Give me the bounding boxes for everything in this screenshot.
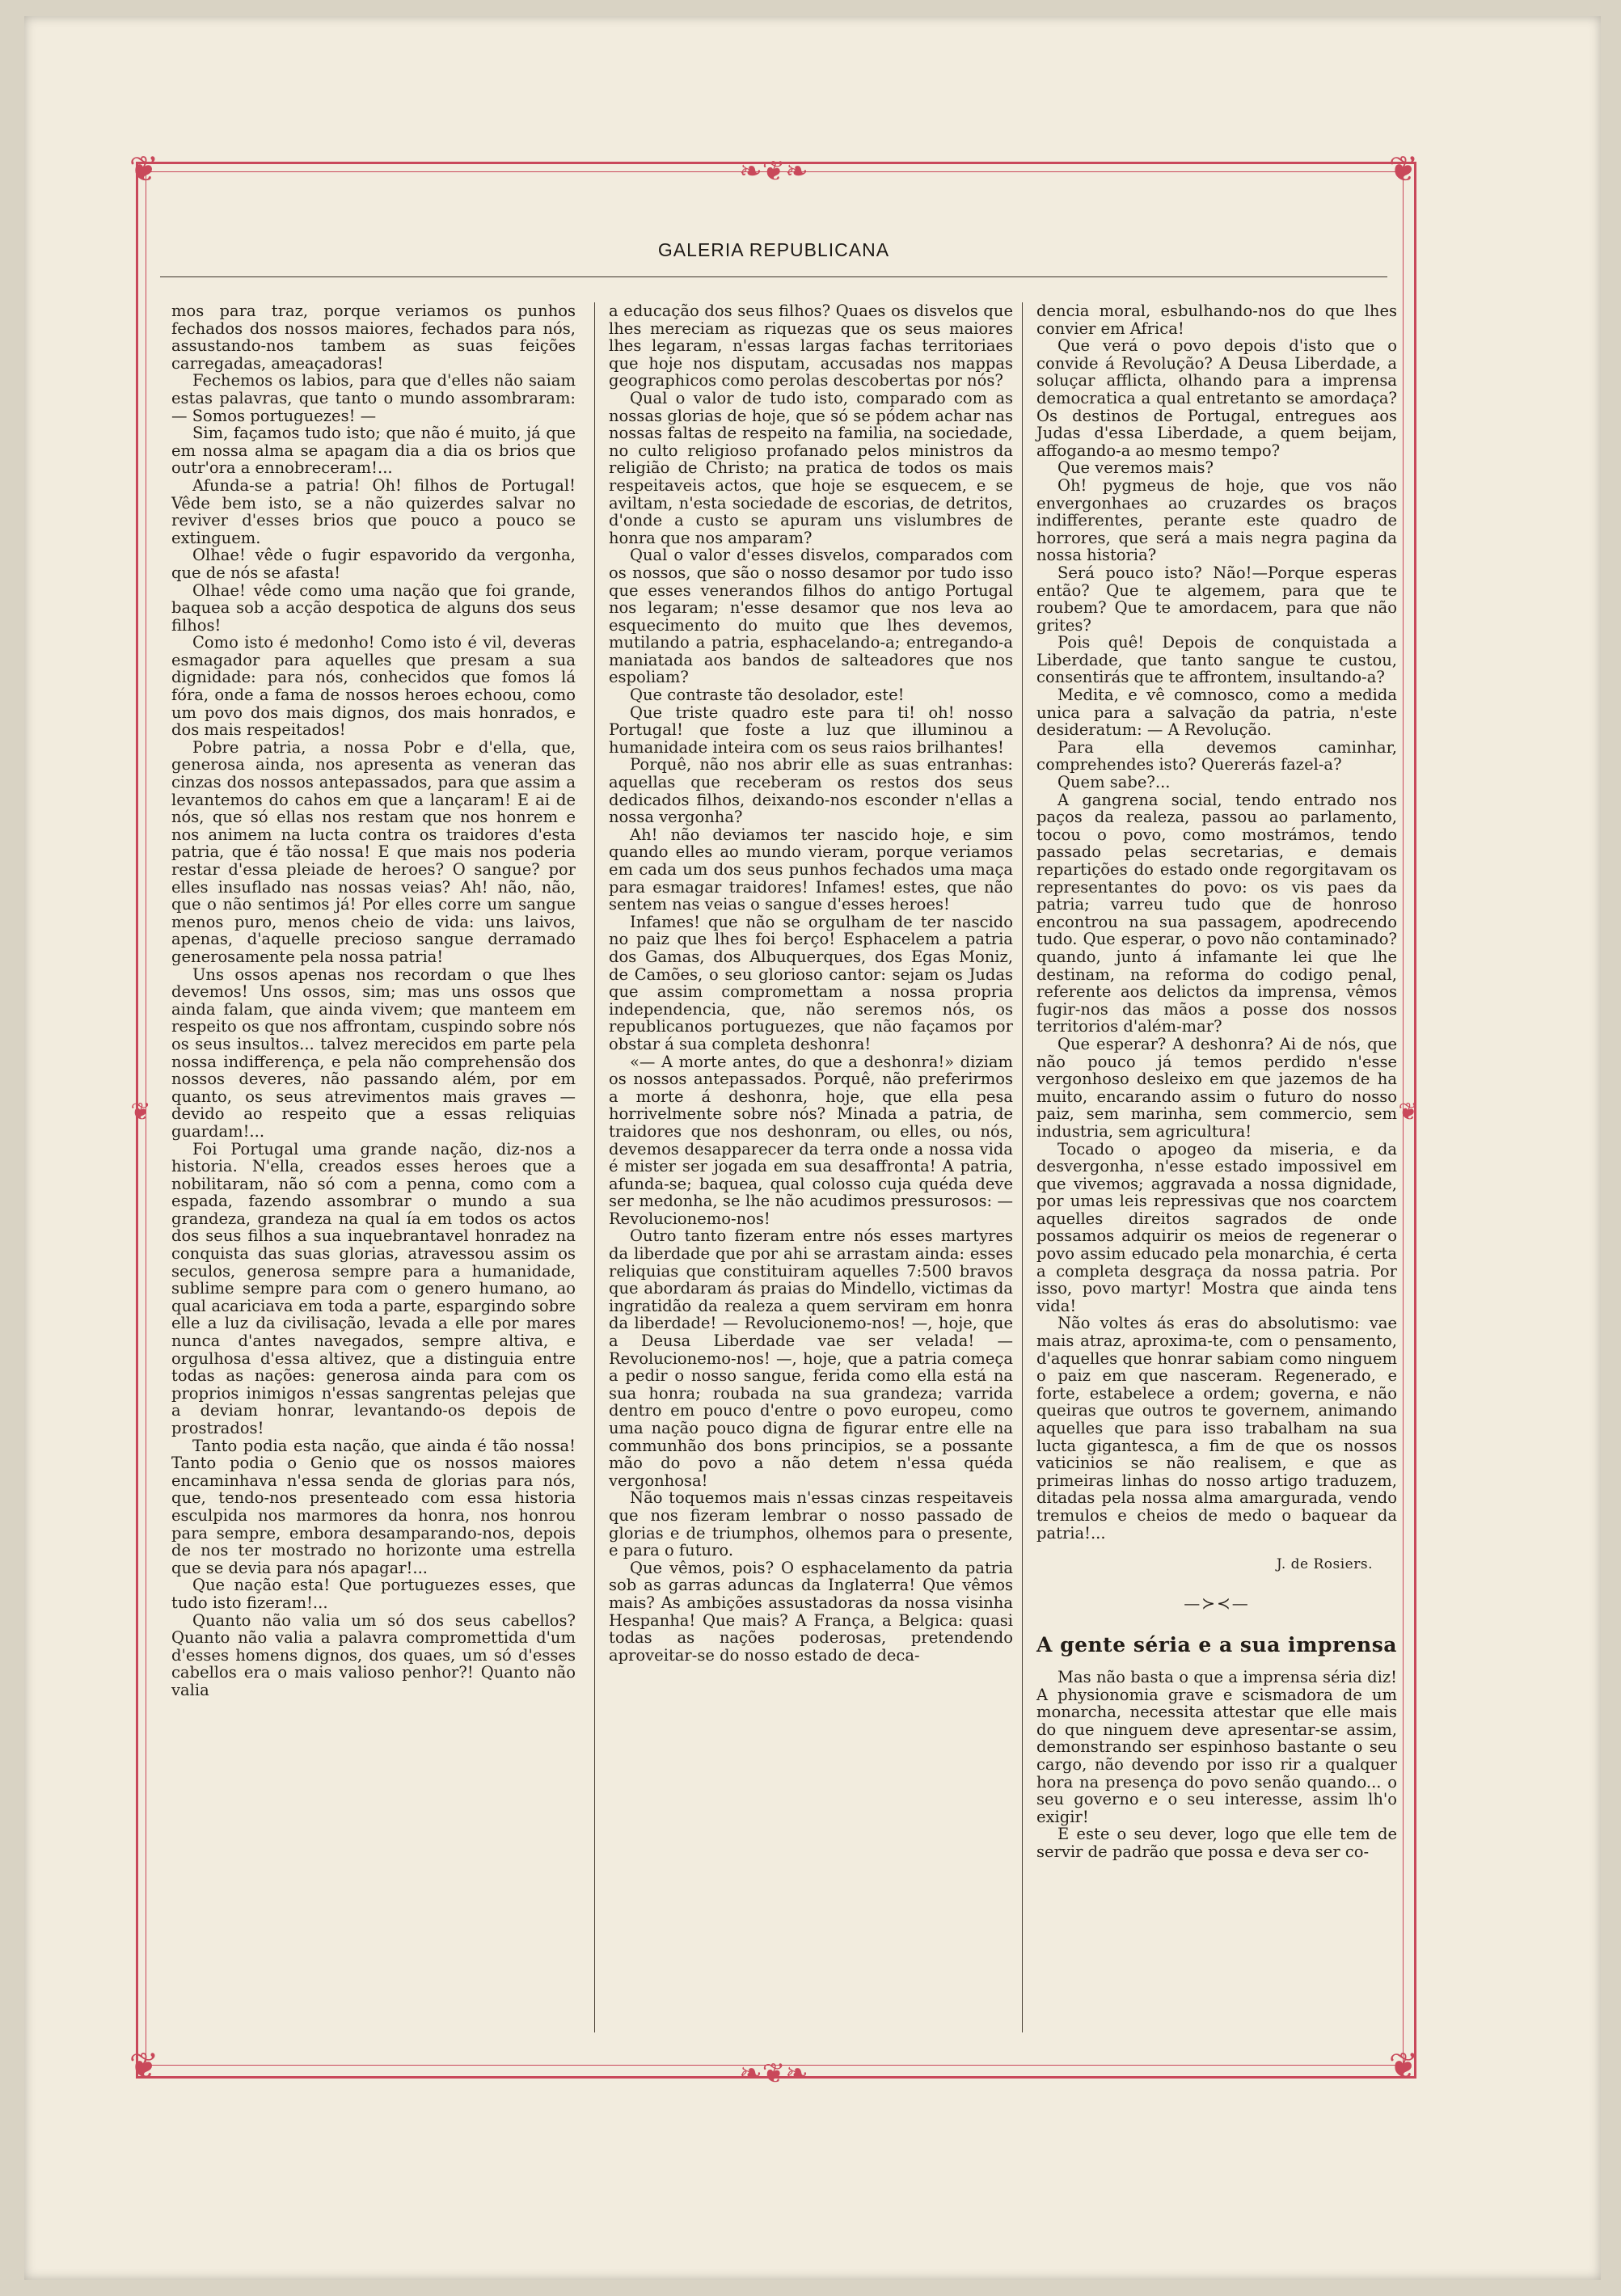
corner-ornament-icon: ❦ bbox=[129, 2045, 159, 2087]
article-signature: J. de Rosiers. bbox=[1276, 1556, 1373, 1573]
top-center-ornament-icon: ❧❦❧ bbox=[739, 155, 808, 188]
paragraph: Que veremos mais? bbox=[1057, 458, 1214, 478]
column-1 bbox=[171, 302, 576, 1699]
column-rule bbox=[594, 302, 595, 2032]
paragraph: Mas não basta o que a imprensa séria diz! A physionomia grave e scismadora de um monarcha, necessita attestar que elle mais do que ninguem deve apresentar-se assim, demonstrando ser espinhoso bastante o seu cargo, não devendo por isso rir a qualquer hora na presença do povo senão quando... o seu governo e o seu interesse, assim lh'o exigir! bbox=[1036, 1667, 1397, 1826]
paragraph: Não voltes ás eras do absolutismo: vae mais atraz, aproxima-te, com o pensamento, d'aquelles que honrar sabiam como ninguem o paiz em que nasceram. Regenerado, e forte, estabelece a ordem; governa, e não queiras que outros te governem, animando aquelles que para isso trabalham na sua lucta gigantesca, a fim de que os nossos vaticinios se não realisem, e que as primeiras linhas do nosso artigo traduzem, ditadas pela nossa alma amargurada, vendo tremulos e cheios de medo o baquear da patria!... bbox=[1036, 1314, 1397, 1543]
section-divider-icon: —≻≺— bbox=[1184, 1593, 1250, 1613]
paragraph: dencia moral, esbulhando-nos do que lhes convier em Africa! bbox=[1036, 302, 1397, 338]
paragraph: Como isto é medonho! Como isto é vil, deveras esmagador para aquelles que presam a sua dignidade: para nós, conhecidos que fomos lá fóra, onde a fama de nossos heroes echoou, como um povo dos mais dignos, dos mais honrados, e dos mais respeitados! bbox=[171, 633, 576, 740]
paragraph: «— A morte antes, do que a deshonra!» diziam os nossos antepassados. Porquê, não preferirmos a morte á deshonra, hoje, que ella pesa horrivelmente sobre nós? Minada a patria, de traidores que nos deshonram, ou elles, ou nós, devemos desapparecer da terra onde a nossa vida é mister ser jogada em sua desaffronta! A patria, afunda-se; baquea, qual colosso cuja quéda deve ser medonha, se lhe não acudimos pressurosos: — Revolucionemo-nos! bbox=[609, 1052, 1013, 1228]
paragraph: Pois quê! Depois de conquistada a Liberdade, que tanto sangue te custou, consentirás que te affrontem, insultando-a? bbox=[1036, 633, 1397, 687]
paragraph: Infames! que não se orgulham de ter nascido no paiz que lhes foi berço! Esphacelem a patria dos Gamas, dos Albuquerques, dos Egas Moniz, de Camões, o seu glorioso cantor: sejam os Judas que assim compromettam a nossa propria independencia, que, não seremos nós, os republicanos portuguezes, que não façamos por obstar á sua completa deshonra! bbox=[609, 912, 1013, 1053]
paragraph: Quanto não valia um só dos seus cabellos? Quanto não valia a palavra compromettida d'um d'esses homens dignos, dos quaes, um só d'esses cabellos era o mais valioso penhor?! Quanto não valia bbox=[171, 1610, 576, 1699]
paragraph: Oh! pygmeus de hoje, que vos não envergonhaes ao cruzardes os braços indifferentes, perante este quadro de horrores, que será a mais negra pagina da nossa historia? bbox=[1036, 475, 1397, 565]
paragraph: Fechemos os labios, para que d'elles não saiam estas palavras, que tanto o mundo assombraram: — Somos portuguezes! — bbox=[171, 371, 576, 425]
side-ornament-icon: ❦ bbox=[130, 1098, 151, 1126]
column-3 bbox=[1036, 302, 1397, 1860]
bottom-center-ornament-icon: ❧❦❧ bbox=[739, 2058, 808, 2090]
paragraph: Qual o valor d'esses disvelos, comparados com os nossos, que são o nosso desamor por tudo isso que esses venerandos filhos do antigo Portugal nos legaram; n'esse desamor que nos leva ao esquecimento do muito que lhes devemos, mutilando a patria, esphacelando-a; entregando-a maniatada aos bandos de salteadores que nos espoliam? bbox=[609, 546, 1013, 687]
paragraph: Não toquemos mais n'essas cinzas respeitaveis que nos fizeram lembrar o nosso passado de glorias e de triumphos, olhemos para o presente, e para o futuro. bbox=[609, 1488, 1013, 1560]
paragraph: Pobre patria, a nossa Pobr e d'ella, que, generosa ainda, nos apresenta as veneran das cinzas dos nossos antepassados, para que assim a levantemos do cahos em que a lançaram! E ai de nós, que só ellas nos restam que nos honrem e nos animem na lucta contra os traidores d'esta patria, que é tão nossa! E que mais nos poderia restar d'essa pleiade de heroes? O sangue? por elles insuflado nas nossas veias? Ah! não, não, que o não sentimos já! Por elles corre um sangue menos puro, menos cheio de vida: uns laivos, apenas, d'aquelle precioso sangue derramado generosamente pela nossa patria! bbox=[171, 737, 576, 966]
paragraph: Que triste quadro este para ti! oh! nosso Portugal! que foste a luz que illuminou a humanidade inteira com os seus raios brilhantes! bbox=[609, 703, 1013, 757]
paragraph: Qual o valor de tudo isto, comparado com as nossas glorias de hoje, que só se pódem achar nas nossas faltas de respeito na familia, na sociedade, no culto religioso profanado pelos ministros da religião de Christo; na pratica de todos os mais respeitaveis actos, que hoje se esquecem, e se aviltam, n'esta sociedade de escorias, de detritos, d'onde a custo se apuram uns vislumbres de honra que nos amparam? bbox=[609, 388, 1013, 547]
corner-ornament-icon: ❦ bbox=[129, 149, 159, 190]
paragraph: Olhae! vêde como uma nação que foi grande, baquea sob a acção despotica de alguns dos seus filhos! bbox=[171, 580, 576, 635]
paragraph: Foi Portugal uma grande nação, diz-nos a historia. N'ella, creados esses heroes que a nobilitaram, não só com a penna, como com a espada, fazendo assombrar o mundo a sua grandeza, grandeza na qual ía em todos os actos dos seus filhos a sua inquebrantavel honradez na conquista das suas glorias, atravessou assim os seculos, generosa sempre para a humanidade, sublime sempre para com o genero humano, ao qual acariciava em toda a parte, espargindo sobre elle a luz da civilisação, levada a elle por mares nunca d'antes navegados, sempre altiva, e orgulhosa d'essa altivez, que a distinguia entre todas as nações: generosa ainda para com os proprios inimigos n'essas sangrentas pelejas que a deviam honrar, levantando-os depois de prostrados! bbox=[171, 1139, 576, 1437]
paragraph: Porquê, não nos abrir elle as suas entranhas: aquellas que receberam os restos dos seus dedicados filhos, deixando-nos esconder n'ellas a nossa vergonha? bbox=[609, 755, 1013, 827]
paragraph: a educação dos seus filhos? Quaes os disvelos que lhes mereciam as riquezas que os seus maiores lhes legaram, n'essas largas fachas territoriaes que hoje nos disputam, accusadas nos mappas geographicos como perolas descobertas por nós? bbox=[609, 302, 1013, 390]
column-2 bbox=[609, 302, 1013, 1664]
paragraph: Quem sabe?... bbox=[1057, 773, 1171, 792]
paragraph: E este o seu dever, logo que elle tem de servir de padrão que possa e deva ser co- bbox=[1036, 1825, 1397, 1861]
paragraph: Tanto podia esta nação, que ainda é tão nossa! Tanto podia o Genio que os nossos maiores encaminhava n'essa senda de glorias para nós, que, tendo-nos presenteado com essa historia esculpida nos marmores da honra, nos honrou para sempre, embora desamparando-nos, depois de nos ter mostrado no horizonte uma estrella que se devia para nós apagar!... bbox=[171, 1436, 576, 1577]
paragraph: Que esperar? A deshonra? Ai de nós, que não pouco já temos perdido n'esse vergonhoso desleixo em que jazemos de ha muito, encarando assim o futuro do nosso paiz, sem marinha, sem commercio, sem industria, sem agricultura! bbox=[1036, 1034, 1397, 1141]
corner-ornament-icon: ❦ bbox=[1388, 2045, 1419, 2087]
paragraph: Afunda-se a patria! Oh! filhos de Portugal! Vêde bem isto, se a não quizerdes salvar no reviver d'esses brios que pouco a pouco se extinguem. bbox=[171, 475, 576, 547]
corner-ornament-icon: ❦ bbox=[1388, 149, 1419, 190]
paragraph: mos para traz, porque veriamos os punhos fechados dos nossos maiores, fechados para nós, assustando-nos tambem as suas feições carregadas, ameaçadoras! bbox=[171, 302, 576, 373]
paragraph: Olhae! vêde o fugir espavorido da vergonha, que de nós se afasta! bbox=[171, 546, 576, 582]
running-head: GALERIA REPUBLICANA bbox=[657, 239, 890, 260]
paragraph: Que verá o povo depois d'isto que o convide á Revolução? A Deusa Liberdade, a soluçar afflicta, olhando para a imprensa democratica a qual entretanto se amordaça? Os destinos de Portugal, entregues aos Judas d'essa Liberdade, a quem beijam, affogando-a ao mesmo tempo? bbox=[1036, 336, 1397, 460]
paragraph: Que contraste tão desolador, este! bbox=[630, 686, 905, 705]
paragraph: Que vêmos, pois? O esphacelamento da patria sob as garras aduncas da Inglaterra! Que vêmos mais? As ambições assustadoras da nossa visinha Hespanha! Que mais? A França, a Belgica: quasi todas as nações poderosas, pretendendo aproveitar-se do nosso estado de deca- bbox=[609, 1558, 1013, 1665]
paragraph: Ah! não deviamos ter nascido hoje, e sim quando elles ao mundo vieram, porque veriamos em cada um dos seus punhos fechados uma maça para esmagar traidores! Infames! estes, que não sentem nas veias o sangue d'esses heroes! bbox=[609, 825, 1013, 914]
side-ornament-icon: ❦ bbox=[1398, 1098, 1419, 1126]
paragraph: Para ella devemos caminhar, comprehendes isto? Quererás fazel-a? bbox=[1036, 737, 1397, 774]
paragraph: Tocado o apogeo da miseria, e da desvergonha, n'esse estado impossivel em que vivemos; aggravada a nossa dignidade, por umas leis repressivas que nos coarctem aquelles direitos sagrados de onde possamos adquirir os meios de regenerar o povo assim educado pela monarchia, é certa a completa desgraça da nossa patria. Por isso, povo martyr! Mostra que ainda tens vida! bbox=[1036, 1139, 1397, 1315]
article-title: A gente séria e a sua imprensa bbox=[1036, 1633, 1397, 1657]
paragraph: Outro tanto fizeram entre nós esses martyres da liberdade que por ahi se arrastam ainda: esses reliquias que constituiram aquelles 7:500 bravos que abordaram ás praias do Mindello, victimas da ingratidão da realeza a quem serviram em honra da liberdade! — Revolucionemo-nos! —, hoje, que a Deusa Liberdade vae ser velada! — Revolucionemo-nos! —, hoje, que a patria começa a pedir o nosso sangue, ferida como ella está na sua honra; roubada na sua grandeza; varrida dentro em pouco d'entre o povo europeu, como uma nação pouco digna de figurar entre elle na communhão dos bons principios, se a possante mão do povo a não detem n'essa quéda vergonhosa! bbox=[609, 1226, 1013, 1490]
paragraph: Uns ossos apenas nos recordam o que lhes devemos! Uns ossos, sim; mas uns ossos que ainda falam, que ainda vivem; que manteem em respeito os que nos affrontam, cuspindo sobre nós os seus insultos... talvez merecidos em parte pela nossa indifferença, e pela não comprehensão dos nossos deveres, não passando além, por em quanto, os seus atrevimentos mais graves — devido ao respeito que a essas reliquias guardam!... bbox=[171, 964, 576, 1141]
paragraph: A gangrena social, tendo entrado nos paços da realeza, passou ao parlamento, tocou o povo, como mostrámos, tendo passado pelas secretarias, e demais repartições do estado onde regorgitavam os representantes do povo: os vis paes da patria; varreu tudo que de honroso encontrou na sua passagem, apodrecendo tudo. Que esperar, o povo não contaminado? quando, junto á infamante lei que lhe destinam, na reforma do codigo penal, referente aos delictos da imprensa, vêmos fugir-nos das mãos a posse dos nossos territorios d'além-mar? bbox=[1036, 790, 1397, 1036]
header-rule bbox=[160, 276, 1387, 277]
paragraph: Medita, e vê comnosco, como a medida unica para a salvação da patria, n'este desideratum: — A Revolução. bbox=[1036, 686, 1397, 740]
column-rule bbox=[1022, 302, 1023, 2032]
paragraph: Sim, façamos tudo isto; que não é muito, já que em nossa alma se apagam dia a dia os brios que outr'ora a ennobreceram!... bbox=[171, 424, 576, 478]
paragraph: Será pouco isto? Não!—Porque esperas então? Que te algemem, para que te roubem? Que te amordacem, para que não grites? bbox=[1036, 563, 1397, 635]
paragraph: Que nação esta! Que portuguezes esses, que tudo isto fizeram!... bbox=[171, 1576, 576, 1612]
